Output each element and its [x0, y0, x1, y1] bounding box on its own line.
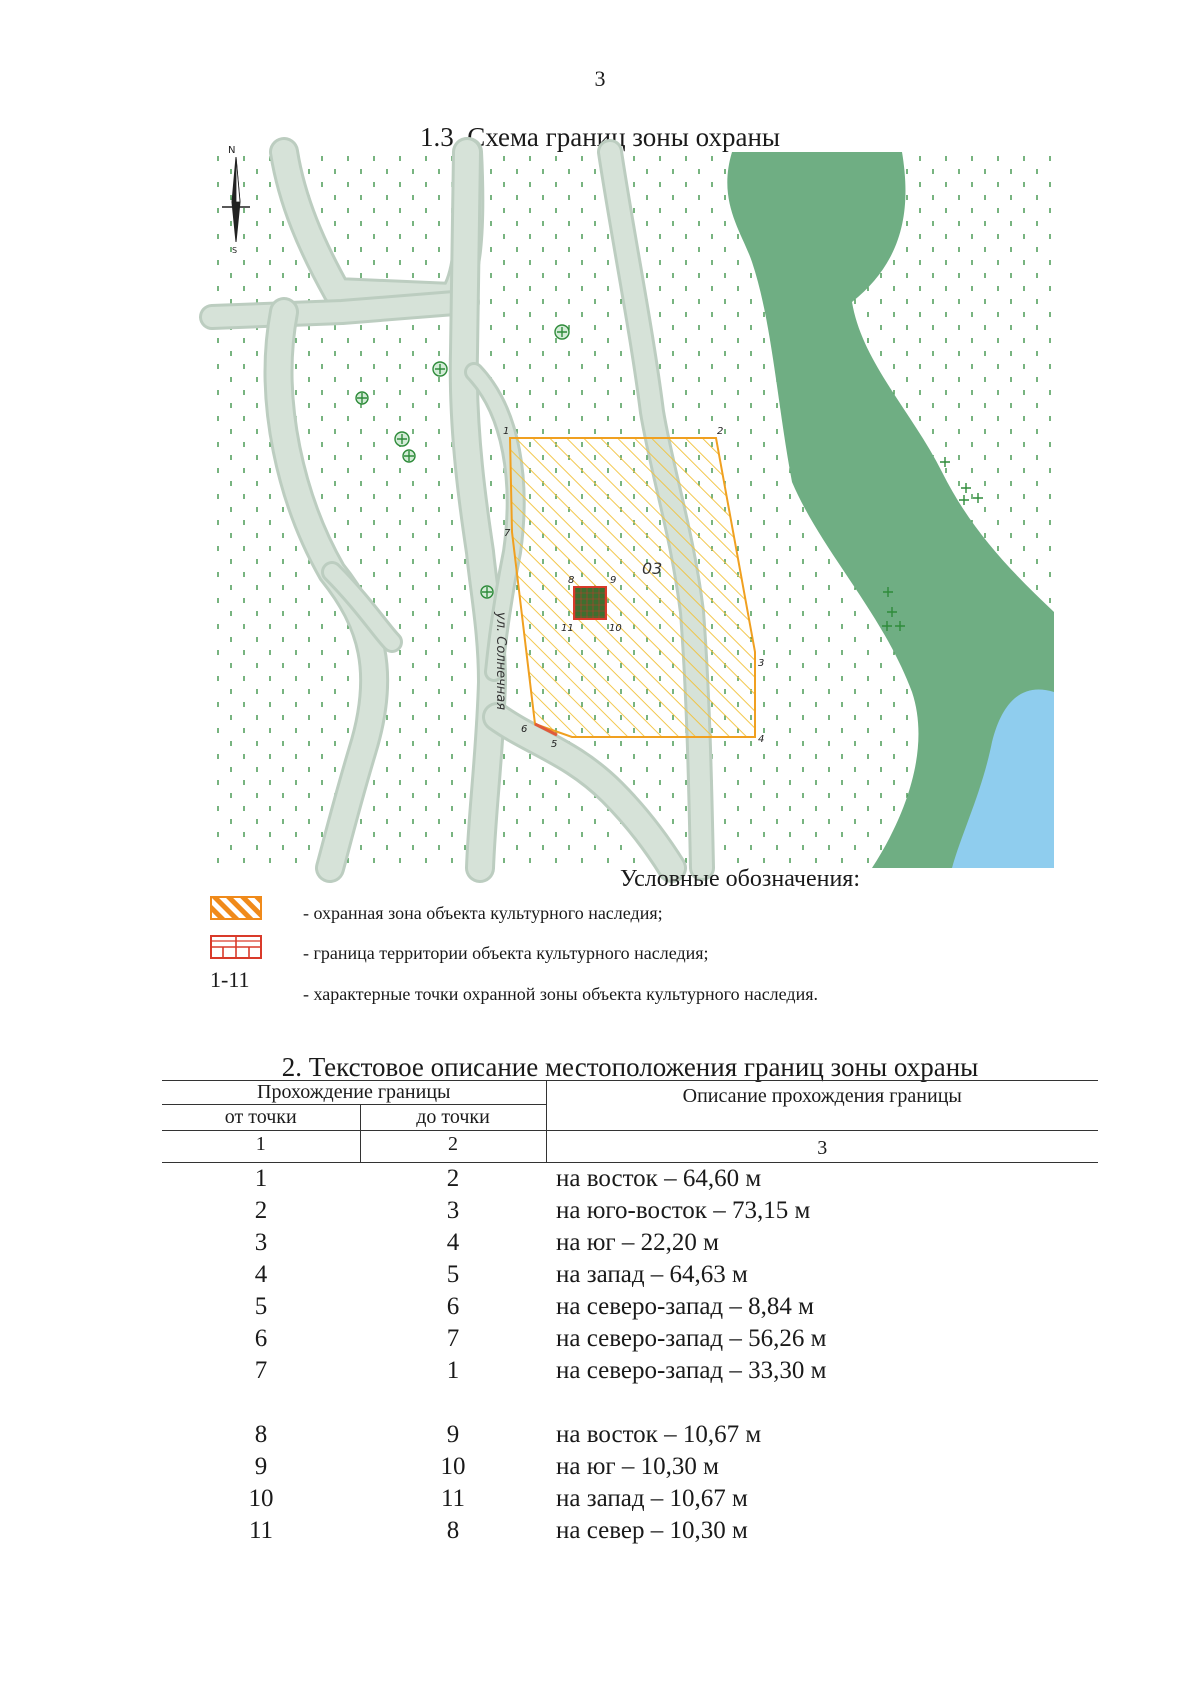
heritage-territory [574, 587, 606, 619]
cell-to-point: 2 [446, 1165, 460, 1192]
point-label-7: 7 [504, 528, 511, 539]
legend-item-heritage-boundary: - граница территории объекта культурного наследия; [303, 943, 709, 963]
point-label-2: 2 [717, 426, 724, 437]
header-group: Прохождение границы [162, 1081, 546, 1105]
point-label-4: 4 [758, 734, 765, 745]
point-label-1: 1 [503, 426, 510, 437]
cell-to-point: 5 [446, 1261, 460, 1288]
header-description: Описание прохождения границы [682, 1085, 962, 1107]
cell-from-point: 11 [248, 1517, 274, 1544]
zone-scheme-map [212, 145, 1054, 868]
cell-from-point [162, 1387, 360, 1419]
cell-to-point [360, 1387, 546, 1419]
cell-description: на юг – 22,20 м [556, 1229, 719, 1256]
page-number: 3 [594, 66, 606, 91]
cell-description: на северо-запад – 33,30 м [556, 1357, 827, 1384]
point-label-8: 8 [568, 575, 575, 586]
header-col-1: 1 [162, 1131, 360, 1163]
street-label: ул. Солнечная [493, 612, 508, 711]
header-col-2: 2 [360, 1131, 546, 1163]
cell-from-point: 1 [254, 1165, 268, 1192]
orange-hatch-swatch [210, 896, 262, 920]
point-label-11: 11 [561, 623, 574, 634]
point-label-9: 9 [610, 575, 617, 586]
protection-zone-polygon [510, 438, 755, 737]
header-row-group [162, 1081, 1098, 1105]
zone-code-label: 03 [642, 559, 663, 578]
cell-description: на север – 10,30 м [556, 1517, 748, 1544]
table-row [162, 1163, 1098, 1196]
cell-to-point: 7 [446, 1325, 460, 1352]
table-row [162, 1291, 1098, 1323]
cell-to-point: 10 [440, 1453, 466, 1480]
cell-description: на восток – 10,67 м [556, 1421, 762, 1448]
legend-point-code: 1-11 [210, 967, 250, 992]
header-from: от точки [162, 1105, 360, 1131]
cell-to-point: 6 [446, 1293, 460, 1320]
table-row [162, 1259, 1098, 1291]
table-row [162, 1451, 1098, 1483]
svg-text:N: N [228, 145, 236, 156]
point-label-5: 5 [551, 739, 558, 750]
cell-description: на северо-запад – 8,84 м [556, 1293, 814, 1320]
header-row-numbers [162, 1131, 1098, 1163]
header-to: до точки [360, 1105, 546, 1131]
cell-from-point: 10 [248, 1485, 274, 1512]
cell-from-point: 3 [254, 1229, 268, 1256]
cell-description [546, 1387, 1098, 1419]
cell-from-point: 9 [254, 1453, 268, 1480]
cell-description: на запад – 64,63 м [556, 1261, 748, 1288]
cell-from-point: 2 [254, 1197, 268, 1224]
cell-from-point: 5 [254, 1293, 268, 1320]
table-row [162, 1419, 1098, 1451]
cell-to-point: 8 [446, 1517, 460, 1544]
cell-to-point: 4 [446, 1229, 460, 1256]
header-col-3: 3 [546, 1131, 1098, 1163]
legend-item-protection-zone: - охранная зона объекта культурного наследия; [303, 903, 663, 923]
cell-description: на запад – 10,67 м [556, 1485, 748, 1512]
table-row [162, 1227, 1098, 1259]
cell-to-point: 3 [446, 1197, 460, 1224]
table-row [162, 1483, 1098, 1515]
cell-description: на юг – 10,30 м [556, 1453, 719, 1480]
table-row [162, 1387, 1098, 1419]
cell-from-point: 4 [254, 1261, 268, 1288]
legend-title: Условные обозначения: [619, 866, 861, 892]
cell-to-point: 1 [446, 1357, 460, 1384]
cell-from-point: 8 [254, 1421, 268, 1448]
table-row [162, 1515, 1098, 1547]
cell-to-point: 9 [446, 1421, 460, 1448]
point-label-6: 6 [521, 724, 528, 735]
cell-from-point: 6 [254, 1325, 268, 1352]
svg-text:S: S [232, 246, 238, 255]
section-title: 1.3. Схема границ зоны охраны [419, 122, 781, 152]
cell-description: на восток – 64,60 м [556, 1165, 762, 1192]
table-row [162, 1355, 1098, 1387]
red-grid-swatch [210, 935, 262, 959]
point-label-3: 3 [758, 658, 765, 669]
cell-from-point: 7 [254, 1357, 268, 1384]
legend-item-characteristic-points: - характерные точки охранной зоны объекта культурного наследия. [303, 984, 818, 1004]
table-row [162, 1195, 1098, 1227]
boundary-description-table [162, 1080, 1098, 1547]
point-label-10: 10 [609, 623, 622, 634]
cell-description: на северо-запад – 56,26 м [556, 1325, 827, 1352]
table-row [162, 1323, 1098, 1355]
cell-description: на юго-восток – 73,15 м [556, 1197, 811, 1224]
cell-to-point: 11 [440, 1485, 466, 1512]
description-title: 2. Текстовое описание местоположения границ зоны охраны [281, 1052, 979, 1082]
